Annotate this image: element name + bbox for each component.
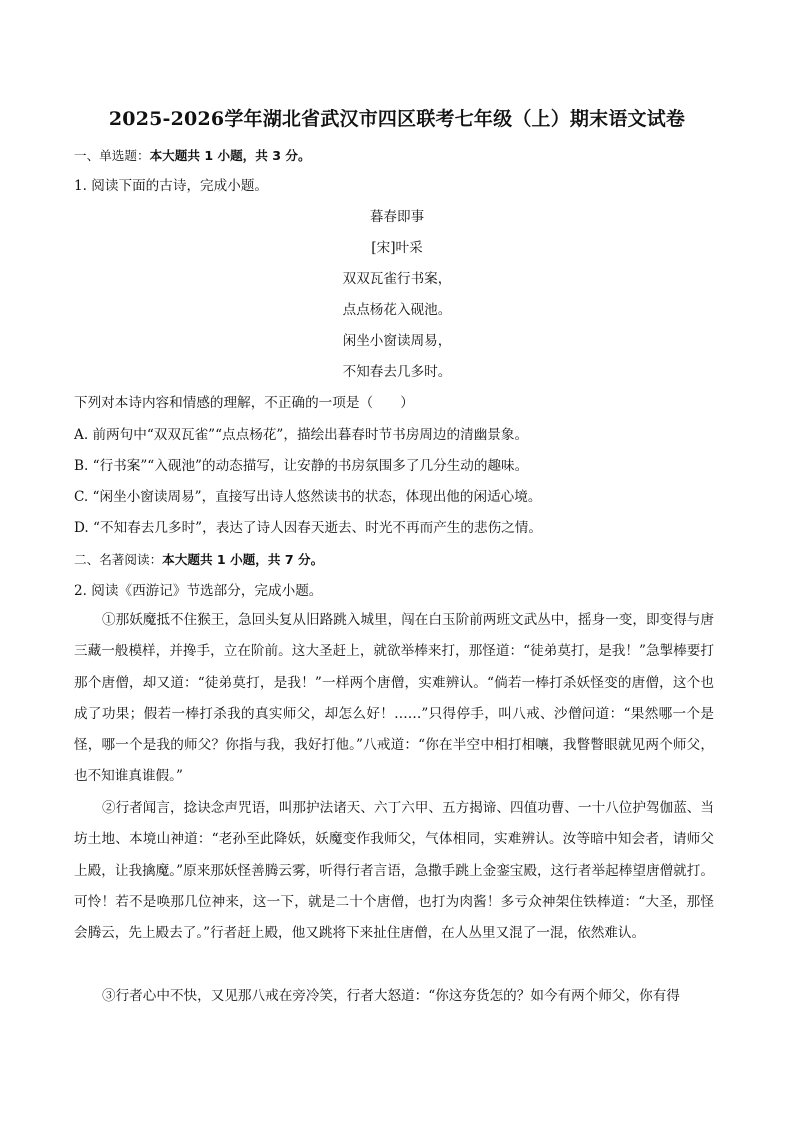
section-2-header [74, 551, 734, 569]
section-1-desc: 本大题共 1 小题，共 3 分。 [149, 148, 311, 163]
option-d: D. “不知春去几多时”，表达了诗人因春天逝去、时光不再而产生的悲伤之情。 [74, 520, 542, 536]
question-1-prompt: 下列对本诗内容和情感的理解，不正确的一项是（ ） [74, 395, 414, 411]
passage-paragraph-3: ③行者心中不快，又见那八戒在旁冷笑，行者大怒道：“你这夯货怎的？如今有两个师父，你有得 [102, 988, 680, 1004]
option-c: C. “闲坐小窗读周易”，直接写出诗人悠然读书的状态，体现出他的闲适心境。 [74, 489, 542, 505]
poem-line: 点点杨花入砚池。 [342, 302, 452, 318]
question-1-stem: 1. 阅读下面的古诗，完成小题。 [74, 178, 269, 194]
section-2-desc: 本大题共 1 小题，共 7 分。 [162, 552, 324, 567]
option-a: A. 前两句中“双双瓦雀”“点点杨花”，描绘出暮春时节书房周边的清幽景象。 [74, 427, 529, 443]
passage-paragraph-1: ①那妖魔抵不住猴王，急回头复从旧路跳入城里，闯在白玉阶前两班文武丛中，摇身一变，即变得与唐三藏一般模样，并搀手，立在阶前。这大圣赶上，就欲举棒来打，那怪道：“徒弟莫打，是我！”急掣棒要打那个唐僧，却又道：“徒弟莫打，是我！”一样两个唐僧，实难辨认。“倘若一棒打杀妖怪变的唐僧，这个也成了功果；假若一棒打杀我的真实师父，却怎么好！……”只得停手，叫八戒、沙僧问道：“果然哪一个是怪，哪一个是我的师父？你指与我，我好打他。”八戒道：“你在半空中相打相嚷，我瞥瞥眼就见两个师父，也不知谁真谁假。” [74, 612, 714, 785]
poem-author: [宋]叶采 [371, 240, 423, 256]
poem-line: 闲坐小窗读周易， [342, 333, 452, 349]
section-2-label: 二、名著阅读： [74, 552, 163, 567]
section-1-header [74, 147, 734, 165]
page-title: 2025-2026学年湖北省武汉市四区联考七年级（上）期末语文试卷 [108, 108, 686, 130]
poem-title: 暮春即事 [369, 209, 425, 225]
section-1-label: 一、单选题： [74, 148, 150, 163]
question-2-stem: 2. 阅读《西游记》节选部分，完成小题。 [74, 583, 323, 599]
poem-line: 双双瓦雀行书案， [342, 271, 452, 287]
option-b: B. “行书案”“入砚池”的动态描写，让安静的书房氛围多了几分生动的趣味。 [74, 458, 529, 474]
poem-line: 不知春去几多时。 [342, 364, 452, 380]
passage-paragraph-2: ②行者闻言，捻诀念声咒语，叫那护法诸天、六丁六甲、五方揭谛、四值功曹、一十八位护驾伽蓝、当坊土地、本境山神道：“老孙至此降妖，妖魔变作我师父，气体相同，实难辨认。汝等暗中知会者，请师父上殿，让我擒魔。”原来那妖怪善腾云雾，听得行者言语，急撒手跳上金銮宝殿，这行者举起棒望唐僧就打。可怜！若不是唤那几位神来，这一下，就是二十个唐僧，也打为肉酱！多亏众神架住铁棒道：“大圣，那怪会腾云，先上殿去了。”行者赶上殿，他又跳将下来扯住唐僧，在人丛里又混了一混，依然难认。 [74, 800, 714, 942]
